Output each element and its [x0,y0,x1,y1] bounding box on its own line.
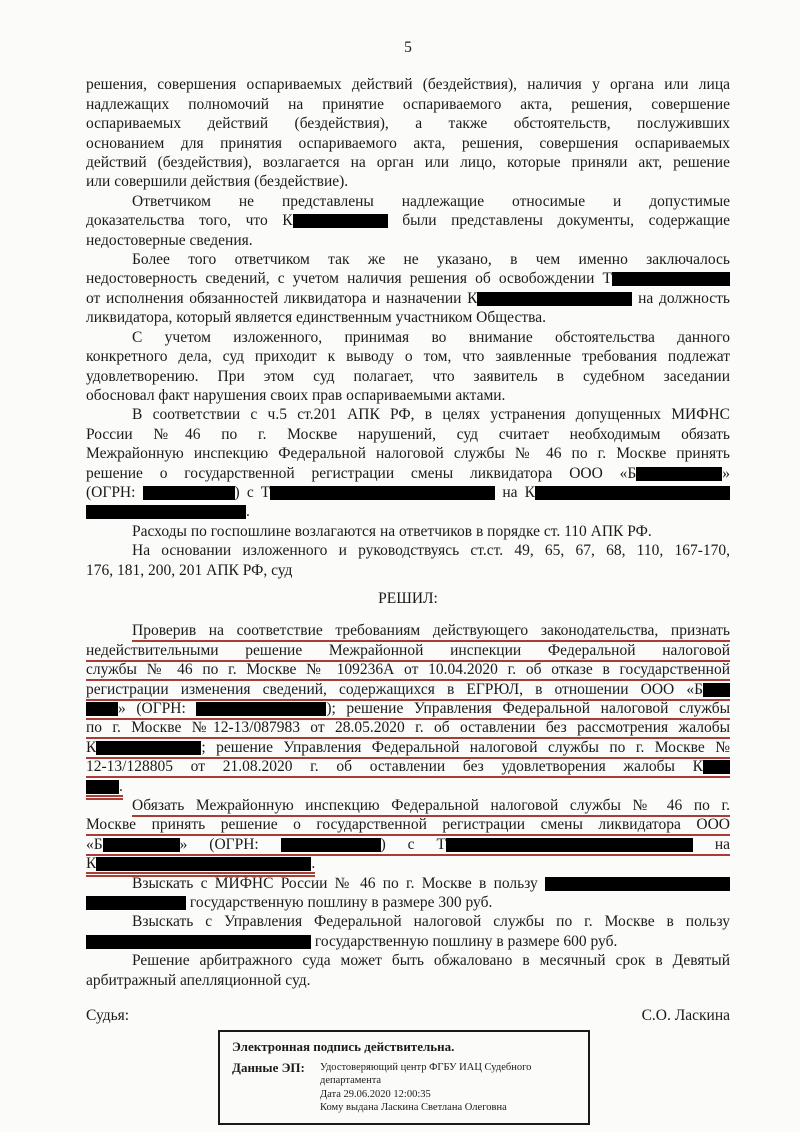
line-content: арбитражный апелляционной суд. [86,971,311,989]
paragraph [86,405,730,521]
stamp-certifying-center: Удостоверяющий центр ФГБУ ИАЦ Судебного [320,1061,532,1073]
redaction-bar [293,214,388,228]
text-line [86,347,730,366]
redaction-bar [477,292,632,306]
text-line [86,172,730,191]
decision-heading: РЕШИЛ: [378,589,438,607]
text-line [86,621,730,640]
line-content: доказательства того, что К были представлены документы, содержащие [86,212,730,230]
paragraph [86,874,730,913]
text-line [86,738,730,757]
line-content: В соответствии с ч.5 ст.201 АПК РФ, в целях устранения допущенных МИФНС [132,406,730,424]
line-content: Взыскать с Управления Федеральной налоговой службы по г. Москве в пользу [132,913,730,931]
text-line [86,660,730,679]
redaction-bar [86,505,246,519]
text-line [86,114,730,133]
stamp-date: Дата 29.06.2020 12:00:35 [320,1088,431,1100]
text-line [86,250,730,269]
line-content: 12-13/128805 от 21.08.2020 г. об оставлении без удовлетворения жалобы К [86,758,730,778]
line-content: (ОГРН: ) с Т на К [86,484,730,501]
line-content: недействительными решение Межрайонной инспекции Федеральной налоговой [86,642,730,662]
stamp-details-row [232,1060,578,1115]
text-line [86,699,730,718]
line-content: С учетом изложенного, принимая во внимание обстоятельства данного [132,328,730,346]
stamp-department: департамента [320,1075,382,1086]
redaction-bar [103,838,180,852]
line-content: надлежащих полномочий на принятие оспариваемого акта, решения, совершение [86,95,730,113]
signature-row [86,1006,730,1025]
text-line [86,932,730,951]
redaction-bar [612,272,730,286]
line-content: Расходы по госпошлине возлагаются на ответчиков в порядке ст. 110 АПК РФ. [132,522,652,540]
page-number: 5 [404,39,412,56]
text-line [86,75,730,94]
text-line [86,153,730,172]
text-line [86,308,730,327]
line-content: Взыскать с МИФНС России № 46 по г. Москве в пользу [132,875,730,892]
text-line [86,231,730,250]
text-line [86,815,730,834]
text-line [86,641,730,660]
text-line [86,912,730,931]
line-content: Обязать Межрайонную инспекцию Федеральной налоговой службы № 46 по г. [132,797,730,817]
line-content: основанием для принятия оспариваемого акта, решения, совершения оспариваемых [86,134,730,152]
line-content: обосновал факт нарушения своих прав оспариваемыми актами. [86,386,506,404]
text-line [86,680,730,699]
line-content: решение о государственной регистрации смены ликвидатора ООО «Б » [86,464,730,482]
text-line [86,951,730,970]
line-content: конкретного дела, суд приходит к выводу о том, что заявленные требования подлежат [86,348,730,366]
paragraph [86,250,730,328]
text-line [86,483,730,502]
text-line [86,561,730,580]
redaction-bar [270,486,495,500]
text-line [86,777,730,796]
redaction-bar [703,760,730,774]
line-content: удовлетворению. При этом суд полагает, что заявитель в судебном заседании [86,367,730,385]
line-content: Более того ответчиком так же не указано, в чем именно заключалось [132,251,730,269]
redaction-bar [545,877,730,891]
line-content: недостоверность сведений, с учетом наличия решения об освобождении Т [86,270,730,287]
line-content: государственную пошлину в размере 600 руб. [86,933,617,950]
text-line [86,269,730,288]
paragraph [86,75,730,191]
text-line [86,289,730,308]
redaction-bar [143,486,235,500]
line-content: . [86,778,123,800]
line-content: решения, совершения оспариваемых действий (бездействия), наличия у органа или лица [86,76,730,94]
line-content: 176, 181, 200, 201 АПК РФ, суд [86,561,293,579]
line-content: Москве принять решение о государственной регистрации смены ликвидатора ООО [86,816,730,836]
electronic-signature-stamp [218,1030,590,1125]
redaction-bar [96,857,311,871]
text-line [86,874,730,893]
line-content: России №46 по г. Москве нарушений, суд считает необходимым обязать [86,425,730,443]
stamp-issued-to: Кому выдана Ласкина Светлана Олеговна [320,1102,507,1113]
redaction-bar [86,935,311,949]
line-content: К . [86,855,315,877]
judge-name: С.О. Ласкина [641,1007,730,1025]
text-line [86,522,730,541]
text-line [86,134,730,153]
text-line [86,835,730,854]
line-content: К ; решение Управления Федеральной налоговой службы по г. Москве № [86,739,730,759]
line-content: Ответчиком не представлены надлежащие относимые и допустимые [132,192,730,210]
text-line [86,718,730,737]
line-content: службы № 46 по г. Москве № 109236А от 10.04.2020 г. об отказе в государственной [86,661,730,681]
redaction-bar [636,467,722,481]
line-content: » (ОГРН: ); решение Управления Федеральной налоговой службы [86,700,730,720]
paragraph [86,328,730,406]
line-content: Решение арбитражного суда может быть обжаловано в месячный срок в Девятый [132,952,730,970]
text-line [86,405,730,424]
redaction-bar [446,838,693,852]
text-line [86,444,730,463]
paragraph [86,912,730,951]
paragraph [86,192,730,250]
text-line [86,95,730,114]
line-content: государственную пошлину в размере 300 руб. [86,894,492,911]
line-content: ликвидатора, который является единственным участником Общества. [86,309,546,327]
line-content: Проверив на соответствие требованиям действующего законодательства, признать [132,622,730,642]
line-content: На основании изложенного и руководствуясь ст.ст. 49, 65, 67, 68, 110, 167-170, [132,542,730,560]
line-content: действий (бездействия), возлагается на орган или лицо, которые приняли акт, решение [86,154,730,172]
text-line [86,367,730,386]
redaction-bar [86,702,118,716]
document-body [86,75,730,990]
text-line [86,757,730,776]
line-content: Межрайонную инспекцию Федеральной налоговой службы № 46 по г. Москве принять [86,445,730,463]
text-line [86,425,730,444]
line-content: регистрации изменения сведений, содержащихся в ЕГРЮЛ, в отношении ООО «Б [86,681,730,701]
text-line [86,464,730,483]
judge-label: Судья: [86,1007,130,1025]
line-content: оспариваемых действий (бездействия), а также обстоятельств, послуживших [86,115,730,133]
line-content: по г. Москве №12-13/087983 от 28.05.2020 г. об оставлении без рассмотрения жалобы [86,719,730,739]
redaction-bar [703,683,730,697]
line-content: «Б » (ОГРН: ) с Т на [86,836,730,856]
paragraph [86,796,730,874]
line-content: недостоверные сведения. [86,231,253,249]
line-content: от исполнения обязанностей ликвидатора и назначении К на должность [86,289,730,307]
stamp-data-label: Данные ЭП: [232,1059,305,1075]
redaction-bar [86,896,186,910]
paragraph [86,621,730,796]
text-line [86,893,730,912]
text-line [86,971,730,990]
line-content: . [86,503,250,520]
paragraph [86,951,730,990]
text-line [86,796,730,815]
line-content: или совершили действия (бездействие). [86,173,349,191]
text-line [86,386,730,405]
redaction-bar [96,741,201,755]
text-line [86,854,730,873]
text-line [86,541,730,560]
text-line [86,502,730,521]
text-line [86,328,730,347]
paragraph [86,522,730,541]
paragraph [86,541,730,580]
text-line [86,192,730,211]
text-line [86,211,730,230]
stamp-validity-text: Электронная подпись действительна. [232,1038,455,1054]
redaction-bar [535,486,730,500]
redaction-bar [281,838,381,852]
redaction-bar [196,702,326,716]
redaction-bar [86,780,119,794]
stamp-data-values [320,1060,531,1115]
